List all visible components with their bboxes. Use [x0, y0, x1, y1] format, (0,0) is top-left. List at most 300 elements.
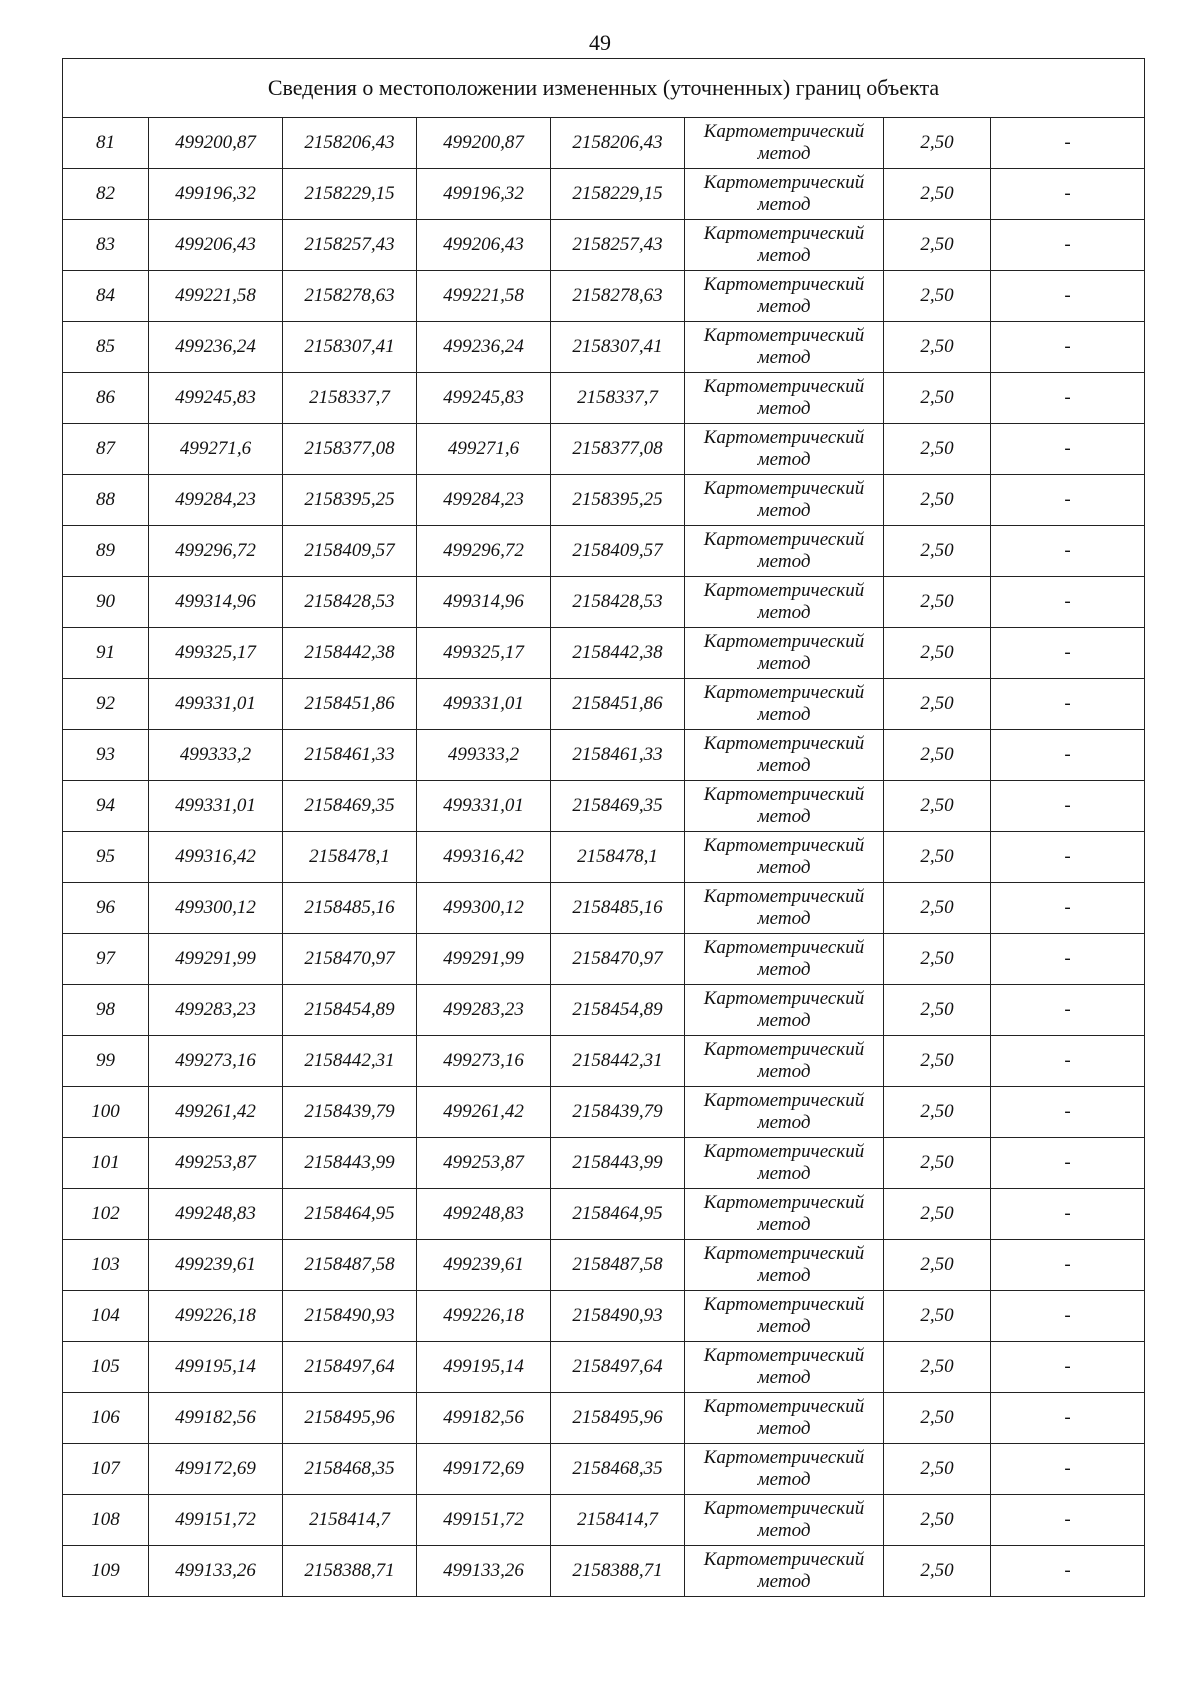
y-new-cell: 2158469,35: [551, 781, 685, 832]
point-number-cell: 92: [63, 679, 149, 730]
x-old-cell: 499333,2: [149, 730, 283, 781]
table-row: [63, 322, 1145, 373]
table-row: [63, 1342, 1145, 1393]
x-old-cell: 499248,83: [149, 1189, 283, 1240]
accuracy-cell: 2,50: [884, 1036, 991, 1087]
method-line-1: Картометрический: [703, 733, 865, 754]
y-new-cell: 2158206,43: [551, 118, 685, 169]
point-number-cell: 88: [63, 475, 149, 526]
point-number-cell: 95: [63, 832, 149, 883]
x-new-cell: 499271,6: [417, 424, 551, 475]
y-old-cell: 2158337,7: [283, 373, 417, 424]
method-line-2: метод: [757, 959, 811, 980]
x-new-cell: 499314,96: [417, 577, 551, 628]
table-row: [63, 832, 1145, 883]
description-cell: -: [991, 1240, 1145, 1291]
y-new-cell: 2158443,99: [551, 1138, 685, 1189]
x-new-cell: 499296,72: [417, 526, 551, 577]
x-new-cell: 499182,56: [417, 1393, 551, 1444]
description-cell: -: [991, 1546, 1145, 1597]
method-line-1: Картометрический: [703, 121, 865, 142]
description-cell: -: [991, 271, 1145, 322]
y-old-cell: 2158443,99: [283, 1138, 417, 1189]
description-cell: -: [991, 883, 1145, 934]
description-cell: -: [991, 220, 1145, 271]
method-line-2: метод: [757, 602, 811, 623]
y-old-cell: 2158461,33: [283, 730, 417, 781]
y-new-cell: 2158461,33: [551, 730, 685, 781]
y-old-cell: 2158487,58: [283, 1240, 417, 1291]
method-cell: [685, 628, 884, 679]
description-cell: -: [991, 1087, 1145, 1138]
x-new-cell: 499206,43: [417, 220, 551, 271]
x-old-cell: 499151,72: [149, 1495, 283, 1546]
x-new-cell: 499261,42: [417, 1087, 551, 1138]
point-number-cell: 104: [63, 1291, 149, 1342]
method-line-1: Картометрический: [703, 1396, 865, 1417]
x-old-cell: 499331,01: [149, 781, 283, 832]
x-new-cell: 499284,23: [417, 475, 551, 526]
table-row: [63, 1495, 1145, 1546]
x-new-cell: 499325,17: [417, 628, 551, 679]
description-cell: -: [991, 475, 1145, 526]
method-cell: [685, 883, 884, 934]
x-old-cell: 499239,61: [149, 1240, 283, 1291]
accuracy-cell: 2,50: [884, 169, 991, 220]
method-line-1: Картометрический: [703, 427, 865, 448]
table-row: [63, 1036, 1145, 1087]
method-cell: [685, 781, 884, 832]
table-row: [63, 730, 1145, 781]
method-cell: [685, 679, 884, 730]
method-line-1: Картометрический: [703, 223, 865, 244]
method-line-2: метод: [757, 1163, 811, 1184]
accuracy-cell: 2,50: [884, 1189, 991, 1240]
accuracy-cell: 2,50: [884, 373, 991, 424]
x-new-cell: 499283,23: [417, 985, 551, 1036]
description-cell: -: [991, 1444, 1145, 1495]
y-old-cell: 2158307,41: [283, 322, 417, 373]
table-row: [63, 1087, 1145, 1138]
y-new-cell: 2158490,93: [551, 1291, 685, 1342]
method-cell: [685, 118, 884, 169]
method-line-2: метод: [757, 1265, 811, 1286]
method-line-1: Картометрический: [703, 1039, 865, 1060]
table-row: [63, 118, 1145, 169]
x-old-cell: 499284,23: [149, 475, 283, 526]
method-line-2: метод: [757, 500, 811, 521]
y-old-cell: 2158485,16: [283, 883, 417, 934]
point-number-cell: 109: [63, 1546, 149, 1597]
point-number-cell: 103: [63, 1240, 149, 1291]
method-line-1: Картометрический: [703, 1498, 865, 1519]
x-old-cell: 499196,32: [149, 169, 283, 220]
x-old-cell: 499206,43: [149, 220, 283, 271]
method-line-2: метод: [757, 398, 811, 419]
description-cell: -: [991, 526, 1145, 577]
y-old-cell: 2158454,89: [283, 985, 417, 1036]
table-row: [63, 628, 1145, 679]
method-line-1: Картометрический: [703, 325, 865, 346]
method-line-2: метод: [757, 194, 811, 215]
x-old-cell: 499331,01: [149, 679, 283, 730]
y-new-cell: 2158377,08: [551, 424, 685, 475]
method-line-2: метод: [757, 755, 811, 776]
table-row: [63, 1393, 1145, 1444]
point-number-cell: 94: [63, 781, 149, 832]
y-old-cell: 2158468,35: [283, 1444, 417, 1495]
y-new-cell: 2158478,1: [551, 832, 685, 883]
x-old-cell: 499296,72: [149, 526, 283, 577]
accuracy-cell: 2,50: [884, 1495, 991, 1546]
method-line-2: метод: [757, 551, 811, 572]
description-cell: -: [991, 934, 1145, 985]
method-line-2: метод: [757, 449, 811, 470]
description-cell: -: [991, 1036, 1145, 1087]
description-cell: -: [991, 832, 1145, 883]
x-old-cell: 499133,26: [149, 1546, 283, 1597]
method-cell: [685, 832, 884, 883]
accuracy-cell: 2,50: [884, 934, 991, 985]
description-cell: -: [991, 322, 1145, 373]
x-old-cell: 499221,58: [149, 271, 283, 322]
table-row: [63, 475, 1145, 526]
method-line-2: метод: [757, 143, 811, 164]
table-row: [63, 1240, 1145, 1291]
method-line-1: Картометрический: [703, 1090, 865, 1111]
x-old-cell: 499316,42: [149, 832, 283, 883]
coordinates-table: [62, 58, 1145, 1597]
accuracy-cell: 2,50: [884, 781, 991, 832]
description-cell: -: [991, 730, 1145, 781]
table-row: [63, 271, 1145, 322]
y-new-cell: 2158497,64: [551, 1342, 685, 1393]
method-cell: [685, 1495, 884, 1546]
table-row: [63, 883, 1145, 934]
accuracy-cell: 2,50: [884, 1138, 991, 1189]
method-line-2: метод: [757, 806, 811, 827]
y-new-cell: 2158395,25: [551, 475, 685, 526]
table-row: [63, 781, 1145, 832]
method-line-1: Картометрический: [703, 631, 865, 652]
method-line-2: метод: [757, 704, 811, 725]
accuracy-cell: 2,50: [884, 1240, 991, 1291]
table-row: [63, 679, 1145, 730]
table-row: [63, 1291, 1145, 1342]
y-new-cell: 2158428,53: [551, 577, 685, 628]
method-cell: [685, 220, 884, 271]
y-new-cell: 2158468,35: [551, 1444, 685, 1495]
y-old-cell: 2158495,96: [283, 1393, 417, 1444]
accuracy-cell: 2,50: [884, 730, 991, 781]
method-cell: [685, 526, 884, 577]
x-new-cell: 499331,01: [417, 679, 551, 730]
point-number-cell: 93: [63, 730, 149, 781]
point-number-cell: 107: [63, 1444, 149, 1495]
x-old-cell: 499172,69: [149, 1444, 283, 1495]
y-new-cell: 2158454,89: [551, 985, 685, 1036]
method-line-1: Картометрический: [703, 529, 865, 550]
y-old-cell: 2158278,63: [283, 271, 417, 322]
x-new-cell: 499236,24: [417, 322, 551, 373]
description-cell: -: [991, 169, 1145, 220]
y-old-cell: 2158451,86: [283, 679, 417, 730]
x-new-cell: 499273,16: [417, 1036, 551, 1087]
accuracy-cell: 2,50: [884, 1087, 991, 1138]
x-new-cell: 499221,58: [417, 271, 551, 322]
table-row: [63, 1189, 1145, 1240]
point-number-cell: 101: [63, 1138, 149, 1189]
table-title-row: [63, 59, 1145, 118]
y-old-cell: 2158464,95: [283, 1189, 417, 1240]
x-old-cell: 499253,87: [149, 1138, 283, 1189]
y-new-cell: 2158495,96: [551, 1393, 685, 1444]
accuracy-cell: 2,50: [884, 1342, 991, 1393]
y-old-cell: 2158377,08: [283, 424, 417, 475]
x-new-cell: 499316,42: [417, 832, 551, 883]
point-number-cell: 85: [63, 322, 149, 373]
method-cell: [685, 934, 884, 985]
description-cell: -: [991, 679, 1145, 730]
method-cell: [685, 985, 884, 1036]
y-old-cell: 2158409,57: [283, 526, 417, 577]
accuracy-cell: 2,50: [884, 475, 991, 526]
description-cell: -: [991, 1495, 1145, 1546]
table-row: [63, 373, 1145, 424]
method-cell: [685, 169, 884, 220]
point-number-cell: 106: [63, 1393, 149, 1444]
x-new-cell: 499300,12: [417, 883, 551, 934]
y-old-cell: 2158490,93: [283, 1291, 417, 1342]
method-cell: [685, 1393, 884, 1444]
x-old-cell: 499325,17: [149, 628, 283, 679]
method-line-1: Картометрический: [703, 784, 865, 805]
y-old-cell: 2158478,1: [283, 832, 417, 883]
y-new-cell: 2158409,57: [551, 526, 685, 577]
method-line-2: метод: [757, 857, 811, 878]
accuracy-cell: 2,50: [884, 424, 991, 475]
x-old-cell: 499271,6: [149, 424, 283, 475]
x-old-cell: 499261,42: [149, 1087, 283, 1138]
method-line-2: метод: [757, 296, 811, 317]
table-row: [63, 169, 1145, 220]
table-row: [63, 1138, 1145, 1189]
method-line-2: метод: [757, 245, 811, 266]
accuracy-cell: 2,50: [884, 322, 991, 373]
method-line-1: Картометрический: [703, 376, 865, 397]
y-old-cell: 2158470,97: [283, 934, 417, 985]
description-cell: -: [991, 424, 1145, 475]
method-line-2: метод: [757, 1571, 811, 1592]
accuracy-cell: 2,50: [884, 1546, 991, 1597]
x-new-cell: 499333,2: [417, 730, 551, 781]
y-new-cell: 2158485,16: [551, 883, 685, 934]
method-cell: [685, 577, 884, 628]
method-cell: [685, 1546, 884, 1597]
method-line-2: метод: [757, 1010, 811, 1031]
x-new-cell: 499253,87: [417, 1138, 551, 1189]
accuracy-cell: 2,50: [884, 118, 991, 169]
point-number-cell: 108: [63, 1495, 149, 1546]
method-line-1: Картометрический: [703, 1294, 865, 1315]
y-old-cell: 2158414,7: [283, 1495, 417, 1546]
table-row: [63, 985, 1145, 1036]
point-number-cell: 102: [63, 1189, 149, 1240]
y-new-cell: 2158442,31: [551, 1036, 685, 1087]
y-old-cell: 2158257,43: [283, 220, 417, 271]
method-line-1: Картометрический: [703, 1141, 865, 1162]
point-number-cell: 83: [63, 220, 149, 271]
x-new-cell: 499331,01: [417, 781, 551, 832]
method-line-1: Картометрический: [703, 682, 865, 703]
point-number-cell: 100: [63, 1087, 149, 1138]
method-line-1: Картометрический: [703, 1243, 865, 1264]
x-new-cell: 499248,83: [417, 1189, 551, 1240]
description-cell: -: [991, 1342, 1145, 1393]
method-line-1: Картометрический: [703, 172, 865, 193]
x-old-cell: 499182,56: [149, 1393, 283, 1444]
table-row: [63, 424, 1145, 475]
accuracy-cell: 2,50: [884, 1444, 991, 1495]
method-line-1: Картометрический: [703, 835, 865, 856]
y-old-cell: 2158439,79: [283, 1087, 417, 1138]
y-new-cell: 2158442,38: [551, 628, 685, 679]
table-row: [63, 934, 1145, 985]
point-number-cell: 90: [63, 577, 149, 628]
x-new-cell: 499151,72: [417, 1495, 551, 1546]
accuracy-cell: 2,50: [884, 1291, 991, 1342]
accuracy-cell: 2,50: [884, 1393, 991, 1444]
method-line-2: метод: [757, 1112, 811, 1133]
table-row: [63, 1444, 1145, 1495]
method-cell: [685, 271, 884, 322]
point-number-cell: 97: [63, 934, 149, 985]
description-cell: -: [991, 781, 1145, 832]
method-cell: [685, 1240, 884, 1291]
description-cell: -: [991, 1393, 1145, 1444]
y-old-cell: 2158206,43: [283, 118, 417, 169]
x-old-cell: 499300,12: [149, 883, 283, 934]
x-old-cell: 499226,18: [149, 1291, 283, 1342]
method-line-2: метод: [757, 347, 811, 368]
method-line-2: метод: [757, 1418, 811, 1439]
method-cell: [685, 1087, 884, 1138]
method-cell: [685, 730, 884, 781]
point-number-cell: 89: [63, 526, 149, 577]
y-new-cell: 2158278,63: [551, 271, 685, 322]
method-line-1: Картометрический: [703, 988, 865, 1009]
method-line-2: метод: [757, 1469, 811, 1490]
point-number-cell: 87: [63, 424, 149, 475]
point-number-cell: 91: [63, 628, 149, 679]
page-number: 49: [589, 30, 611, 55]
y-new-cell: 2158307,41: [551, 322, 685, 373]
method-line-2: метод: [757, 653, 811, 674]
x-new-cell: 499245,83: [417, 373, 551, 424]
x-new-cell: 499172,69: [417, 1444, 551, 1495]
method-cell: [685, 1189, 884, 1240]
x-old-cell: 499200,87: [149, 118, 283, 169]
method-line-1: Картометрический: [703, 1549, 865, 1570]
method-line-1: Картометрический: [703, 1447, 865, 1468]
y-new-cell: 2158414,7: [551, 1495, 685, 1546]
y-new-cell: 2158337,7: [551, 373, 685, 424]
method-line-1: Картометрический: [703, 274, 865, 295]
description-cell: -: [991, 373, 1145, 424]
y-new-cell: 2158388,71: [551, 1546, 685, 1597]
y-new-cell: 2158229,15: [551, 169, 685, 220]
x-new-cell: 499133,26: [417, 1546, 551, 1597]
y-new-cell: 2158439,79: [551, 1087, 685, 1138]
x-old-cell: 499245,83: [149, 373, 283, 424]
x-new-cell: 499226,18: [417, 1291, 551, 1342]
method-cell: [685, 475, 884, 526]
method-line-1: Картометрический: [703, 580, 865, 601]
method-cell: [685, 1036, 884, 1087]
y-old-cell: 2158388,71: [283, 1546, 417, 1597]
accuracy-cell: 2,50: [884, 577, 991, 628]
point-number-cell: 82: [63, 169, 149, 220]
x-old-cell: 499273,16: [149, 1036, 283, 1087]
x-old-cell: 499291,99: [149, 934, 283, 985]
accuracy-cell: 2,50: [884, 271, 991, 322]
table-row: [63, 220, 1145, 271]
x-old-cell: 499236,24: [149, 322, 283, 373]
description-cell: -: [991, 118, 1145, 169]
y-new-cell: 2158257,43: [551, 220, 685, 271]
point-number-cell: 98: [63, 985, 149, 1036]
y-old-cell: 2158442,31: [283, 1036, 417, 1087]
method-cell: [685, 424, 884, 475]
y-new-cell: 2158487,58: [551, 1240, 685, 1291]
x-new-cell: 499200,87: [417, 118, 551, 169]
accuracy-cell: 2,50: [884, 220, 991, 271]
point-number-cell: 81: [63, 118, 149, 169]
y-old-cell: 2158442,38: [283, 628, 417, 679]
method-line-1: Картометрический: [703, 478, 865, 499]
method-cell: [685, 1138, 884, 1189]
method-line-2: метод: [757, 1316, 811, 1337]
x-new-cell: 499195,14: [417, 1342, 551, 1393]
table-row: [63, 526, 1145, 577]
accuracy-cell: 2,50: [884, 832, 991, 883]
method-line-2: метод: [757, 1061, 811, 1082]
point-number-cell: 105: [63, 1342, 149, 1393]
method-line-2: метод: [757, 1214, 811, 1235]
y-old-cell: 2158395,25: [283, 475, 417, 526]
method-line-2: метод: [757, 908, 811, 929]
accuracy-cell: 2,50: [884, 883, 991, 934]
y-new-cell: 2158464,95: [551, 1189, 685, 1240]
point-number-cell: 86: [63, 373, 149, 424]
accuracy-cell: 2,50: [884, 679, 991, 730]
method-line-1: Картометрический: [703, 937, 865, 958]
accuracy-cell: 2,50: [884, 628, 991, 679]
table-title: Сведения о местоположении измененных (уточненных) границ объекта: [63, 59, 1145, 118]
table-row: [63, 1546, 1145, 1597]
accuracy-cell: 2,50: [884, 526, 991, 577]
x-new-cell: 499291,99: [417, 934, 551, 985]
method-line-1: Картометрический: [703, 1345, 865, 1366]
method-cell: [685, 1291, 884, 1342]
x-old-cell: 499195,14: [149, 1342, 283, 1393]
method-cell: [685, 322, 884, 373]
x-old-cell: 499283,23: [149, 985, 283, 1036]
accuracy-cell: 2,50: [884, 985, 991, 1036]
x-old-cell: 499314,96: [149, 577, 283, 628]
x-new-cell: 499239,61: [417, 1240, 551, 1291]
method-line-2: метод: [757, 1367, 811, 1388]
